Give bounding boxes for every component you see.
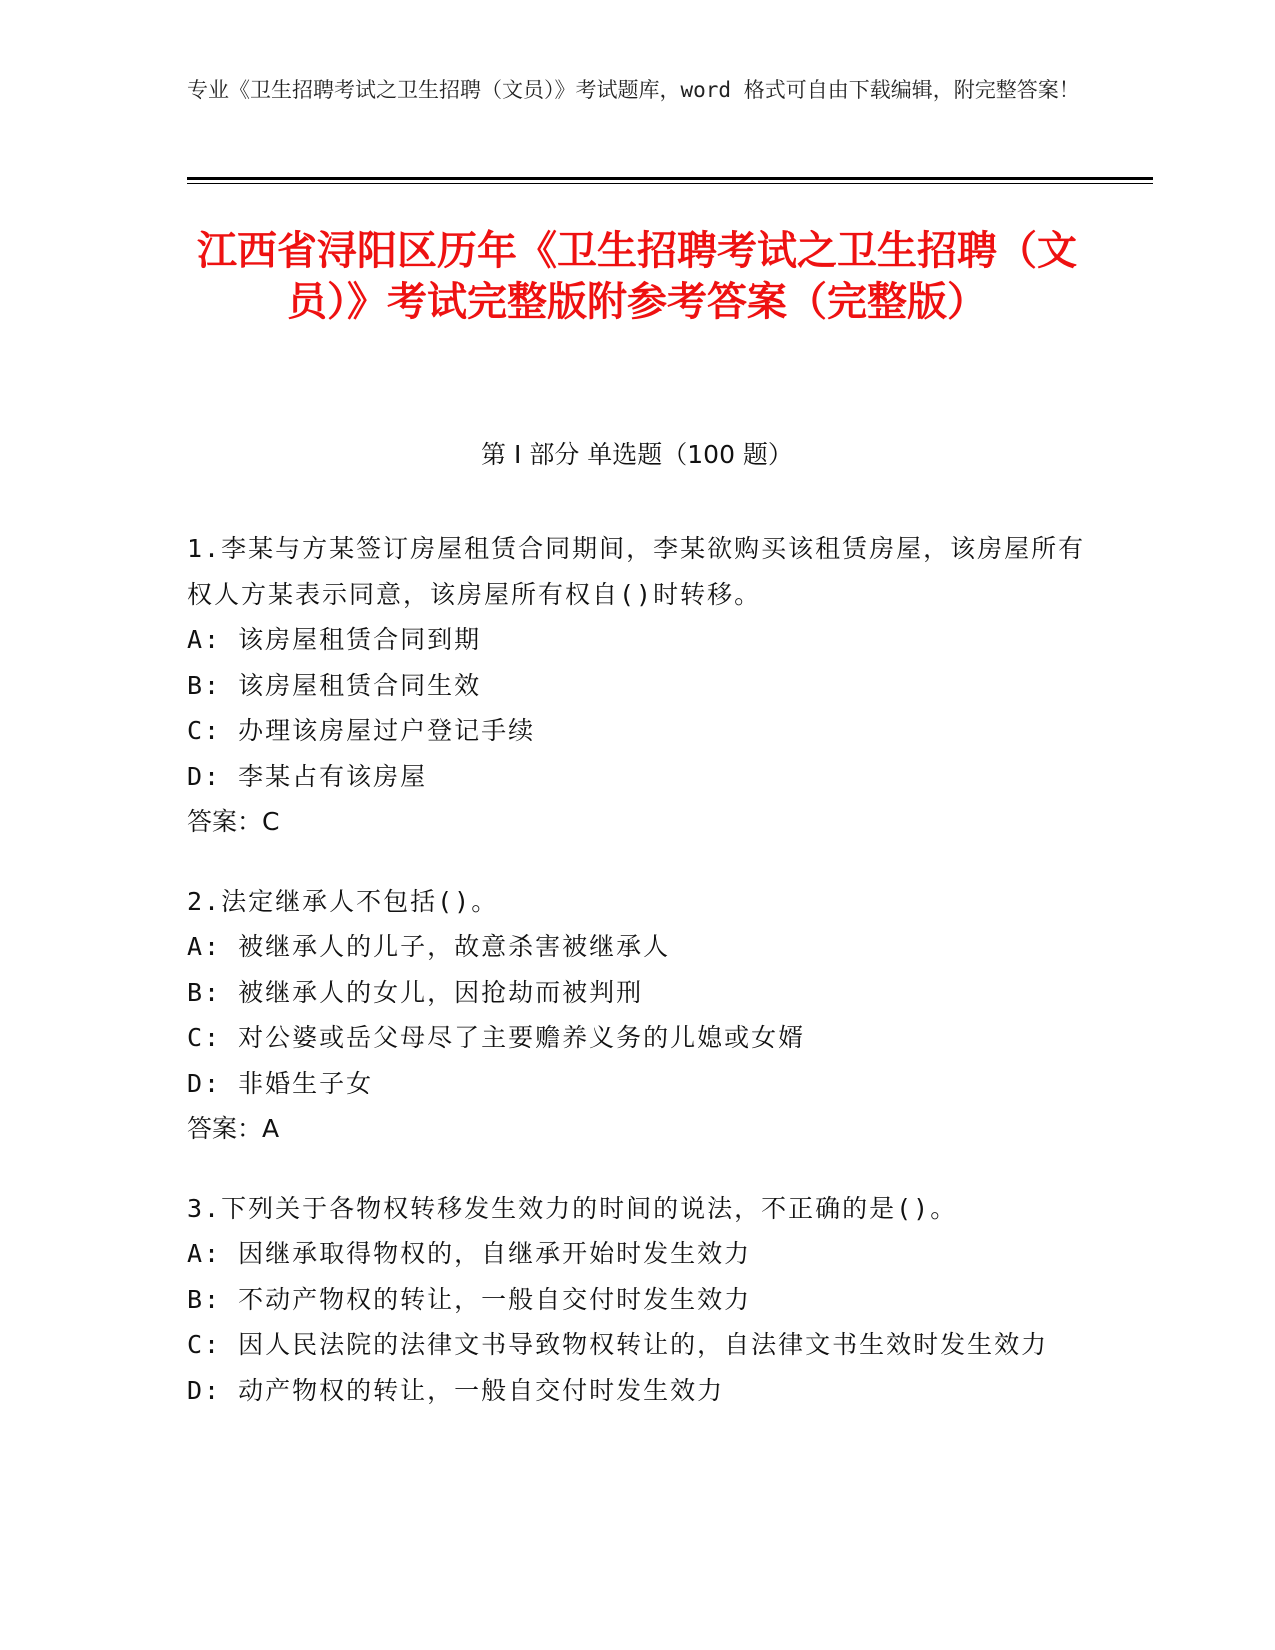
answer-line: 答案：C xyxy=(187,807,280,836)
question-1 xyxy=(187,526,1087,845)
question-stem: 1.李某与方某签订房屋租赁合同期间，李某欲购买该租赁房屋，该房屋所有权人方某表示同意，该房屋所有权自()时转移。 xyxy=(187,534,1086,609)
option-b: B: 不动产物权的转让，一般自交付时发生效力 xyxy=(187,1284,752,1314)
option-c: C: 办理该房屋过户登记手续 xyxy=(187,716,536,745)
option-c: C: 因人民法院的法律文书导致物权转让的，自法律文书生效时发生效力 xyxy=(187,1330,1049,1359)
header-rule-thin xyxy=(187,183,1153,184)
option-b: B: 被继承人的女儿，因抢劫而被判刑 xyxy=(187,977,644,1007)
question-3 xyxy=(187,1186,1087,1414)
section-heading: 第 I 部分 单选题（100 题） xyxy=(481,440,793,469)
header-rule-thick xyxy=(187,177,1153,180)
option-d: D: 非婚生子女 xyxy=(187,1068,374,1098)
option-d: D: 动产物权的转让，一般自交付时发生效力 xyxy=(187,1375,725,1405)
option-c: C: 对公婆或岳父母尽了主要赡养义务的儿媳或女婿 xyxy=(187,1023,806,1052)
question-2 xyxy=(187,879,1087,1152)
option-a: A: 因继承取得物权的，自继承开始时发生效力 xyxy=(187,1239,752,1268)
question-stem: 3.下列关于各物权转移发生效力的时间的说法，不正确的是()。 xyxy=(187,1193,958,1223)
option-d: D: 李某占有该房屋 xyxy=(187,761,428,791)
header-note: 专业《卫生招聘考试之卫生招聘（文员）》考试题库，word 格式可自由下载编辑，附完整答案！ xyxy=(187,78,1080,102)
question-list xyxy=(187,526,1087,1447)
option-a: A: 该房屋租赁合同到期 xyxy=(187,625,482,654)
option-a: A: 被继承人的儿子，故意杀害被继承人 xyxy=(187,932,671,961)
answer-line: 答案：A xyxy=(187,1114,280,1143)
question-stem: 2.法定继承人不包括()。 xyxy=(187,886,499,916)
option-b: B: 该房屋租赁合同生效 xyxy=(187,670,482,700)
document-title: 江西省浔阳区历年《卫生招聘考试之卫生招聘（文员）》考试完整版附参考答案（完整版） xyxy=(197,228,1077,325)
